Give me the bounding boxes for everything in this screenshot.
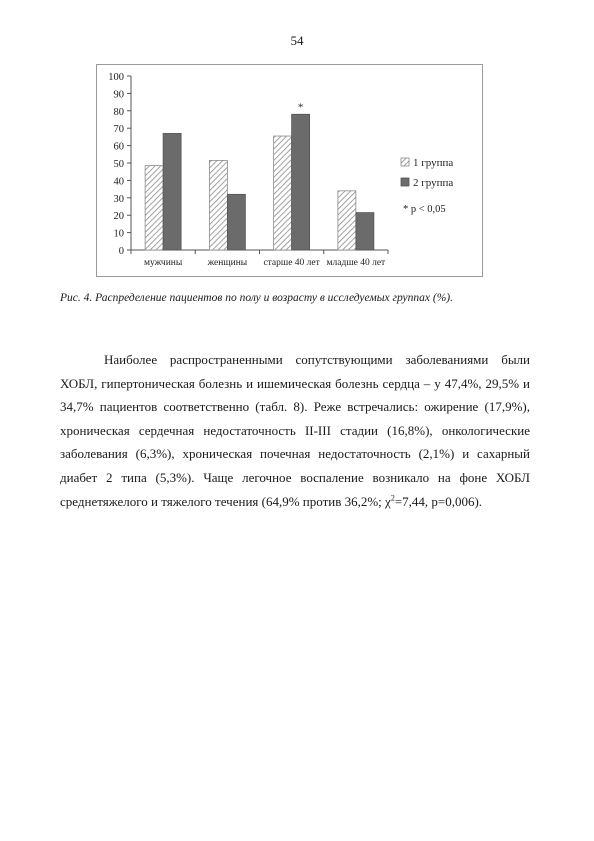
y-tick-label: 10 [113, 228, 124, 240]
bar-chart [96, 64, 483, 277]
chi-square-superscript: 2 [390, 493, 395, 503]
legend-swatch [401, 158, 409, 166]
x-tick-label: женщины [207, 258, 248, 268]
page-number: 54 [290, 33, 304, 48]
x-tick-label: старше 40 лет [263, 258, 320, 268]
y-tick-label: 40 [113, 176, 124, 188]
x-tick-label: мужчины [143, 258, 183, 268]
bar [209, 160, 227, 250]
legend-label: 2 группа [413, 177, 454, 189]
bar [356, 213, 374, 250]
bar [227, 194, 245, 250]
y-tick-label: 60 [113, 141, 124, 153]
y-tick-label: 100 [108, 72, 124, 83]
legend-label: 1 группа [413, 157, 454, 169]
y-tick-label: 80 [113, 106, 124, 118]
bar [163, 133, 181, 250]
y-tick-label: 50 [113, 159, 124, 170]
x-tick-label: младше 40 лет [326, 258, 386, 268]
y-tick-label: 20 [113, 211, 124, 223]
bar [145, 166, 163, 250]
bar [338, 191, 356, 250]
bar [274, 136, 292, 250]
p-value-note: * p < 0,05 [403, 204, 446, 215]
y-tick-label: 0 [118, 246, 124, 257]
paragraph-text-end: =7,44, p=0,006). [394, 493, 483, 509]
figure-caption: Рис. 4. Распределение пациентов по полу и возрасту в исследуемых группах (%). [60, 292, 453, 304]
chart-canvas [97, 65, 484, 278]
body-paragraph [60, 348, 530, 513]
significance-marker: * [297, 101, 304, 114]
y-tick-label: 90 [113, 89, 124, 101]
paragraph-text: Наиболее распространенными сопутствующими заболеваниями были ХОБЛ, гипертоническая болезнь и ишемическая болезнь сердца – у 47,4%, 29,5% и 34,7% пациентов соответственно (табл. 8). Реже встречались: ожирение (17,9%), хроническая сердечная недостаточность II-III стадии (16,8%), онкологические заболевания (6,3%), хроническая почечная недостаточность (2,1%) и сахарный диабет 2 типа (5,3%). Чаще легочное воспаление возникало на фоне ХОБЛ среднетяжелого и тяжелого течения (64,9% против 36,2%; χ [60, 352, 530, 509]
legend-swatch [401, 178, 409, 186]
bar [292, 114, 310, 250]
y-tick-label: 70 [113, 124, 124, 136]
y-tick-label: 30 [113, 193, 124, 205]
